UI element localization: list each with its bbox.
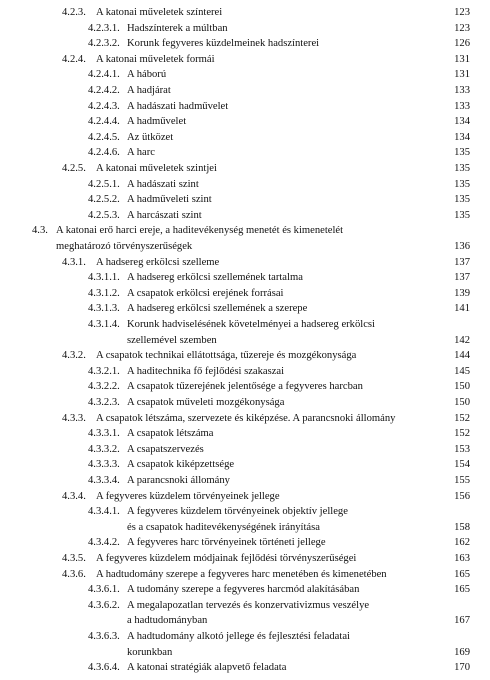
page-number: 137 — [454, 256, 470, 268]
section-title: A harc — [127, 147, 155, 159]
section-title: A tudomány szerepe a fegyveres harcmód alakításában — [127, 584, 360, 596]
section-number: 4.3.4.1. — [88, 506, 120, 518]
section-title: A fegyveres küzdelem módjainak fejlődési törvényszerűségei — [96, 553, 357, 564]
page-number: 153 — [454, 443, 470, 455]
section-title: A fegyveres harc törvényeinek történeti jellege — [127, 537, 326, 549]
toc-entry — [0, 270, 490, 286]
section-number: 4.3.6. — [62, 568, 86, 580]
page-number: 135 — [454, 147, 470, 159]
section-number: 4.2.5.1. — [88, 178, 120, 190]
section-title: A katonai műveletek szintjei — [96, 163, 217, 174]
section-title: A csapatok technikai ellátottsága, tűzereje és mozgékonysága — [96, 350, 357, 362]
toc-entry — [0, 286, 490, 302]
page-number: 150 — [454, 381, 470, 393]
toc-entry — [0, 348, 490, 364]
section-number: 4.3.1.4. — [88, 319, 120, 330]
section-number: 4.2.4. — [62, 53, 86, 65]
toc-entry — [0, 192, 490, 208]
page-number: 154 — [454, 459, 470, 471]
section-title: A csapatok tűzerejének jelentősége a fegyveres harcban — [127, 381, 363, 393]
toc-entry — [0, 535, 490, 551]
page-number: 134 — [454, 116, 470, 128]
section-number: 4.2.4.1. — [88, 69, 120, 81]
section-number: 4.3.2. — [62, 350, 86, 362]
toc-entry — [0, 504, 490, 535]
section-number: 4.3.2.3. — [88, 397, 120, 408]
page-number: 123 — [454, 7, 470, 18]
page-number: 165 — [454, 568, 470, 580]
section-number: 4.2.4.4. — [88, 116, 120, 128]
toc-entry — [0, 52, 490, 68]
section-number: 4.2.4.2. — [88, 85, 120, 96]
page-number: 144 — [454, 350, 470, 362]
section-title: A csapatok létszáma — [127, 428, 214, 440]
toc-entry — [0, 551, 490, 567]
section-title: Az ütközet — [127, 131, 174, 143]
section-title: A hadsereg erkölcsi szellemének a szerepe — [127, 303, 308, 315]
section-number: 4.2.4.3. — [88, 100, 120, 112]
toc-entry — [0, 379, 490, 395]
toc-entry — [0, 99, 490, 115]
section-number: 4.3.1.3. — [88, 303, 120, 315]
toc-entry — [0, 83, 490, 99]
section-number: 4.2.4.5. — [88, 131, 120, 143]
toc-entry — [0, 21, 490, 37]
page-number: 152 — [454, 428, 470, 440]
section-title: A fegyveres küzdelem törvényeinek jellege — [96, 490, 280, 502]
page-number: 142 — [454, 334, 470, 346]
page-number: 126 — [454, 38, 470, 50]
page-number: 145 — [454, 365, 470, 377]
toc-entry — [0, 660, 490, 676]
page-number: 165 — [454, 584, 470, 596]
toc-entry — [0, 145, 490, 161]
section-title: A csapatok erkölcsi erejének forrásai — [127, 287, 284, 299]
page-number: 133 — [454, 85, 470, 96]
toc-entry — [0, 67, 490, 83]
section-title: A katonai műveletek színterei — [96, 7, 223, 18]
toc-entry — [0, 629, 490, 660]
page-number: 156 — [454, 490, 470, 502]
toc-entry — [0, 114, 490, 130]
section-number: 4.3.3.4. — [88, 475, 120, 486]
page-number: 135 — [454, 178, 470, 190]
page-number: 150 — [454, 397, 470, 408]
section-number: 4.3.2.1. — [88, 365, 120, 377]
toc-entry — [0, 473, 490, 489]
section-number: 4.2.4.6. — [88, 147, 120, 159]
section-number: 4.3.2.2. — [88, 381, 120, 393]
section-title: A megalapozatlan tervezés és konzervativizmus veszélye — [127, 599, 370, 611]
section-title: A hadművelet — [127, 116, 187, 128]
page-number: 134 — [454, 131, 470, 143]
toc-entry — [0, 598, 490, 629]
page-number: 136 — [454, 240, 470, 252]
section-title: A hadjárat — [127, 85, 171, 96]
toc-entry — [0, 177, 490, 193]
toc-entry — [0, 317, 490, 348]
section-title: A csapatok létszáma, szervezete és kiképzése. A parancsnoki állomány — [96, 412, 396, 424]
section-number: 4.3.4.2. — [88, 537, 120, 549]
page-number: 135 — [454, 209, 470, 221]
toc-entry — [0, 223, 490, 254]
page-number: 123 — [454, 22, 470, 34]
section-number: 4.2.3.2. — [88, 38, 120, 50]
section-number: 4.2.3. — [62, 7, 86, 18]
section-title: Hadszínterek a múltban — [127, 22, 228, 34]
toc-entry — [0, 395, 490, 411]
toc-entry — [0, 208, 490, 224]
section-number: 4.3.6.1. — [88, 584, 120, 596]
page-number: 131 — [454, 69, 470, 81]
page-number: 135 — [454, 194, 470, 206]
toc-entry — [0, 130, 490, 146]
page-number: 169 — [454, 646, 470, 658]
section-title: A háború — [127, 69, 167, 81]
toc-entry — [0, 426, 490, 442]
section-title: A katonai erő harci ereje, a haditevékenység menetét és kimenetelét — [56, 225, 344, 237]
section-title: A hadtudomány alkotó jellege és fejlesztési feladatai — [127, 631, 350, 642]
section-title-continuation: a hadtudományban — [127, 615, 208, 627]
page-number: 152 — [454, 412, 470, 424]
section-number: 4.3.3. — [62, 412, 86, 424]
page-number: 139 — [454, 287, 470, 299]
page-number: 137 — [454, 272, 470, 284]
section-number: 4.3.3.1. — [88, 428, 120, 440]
toc-entry — [0, 301, 490, 317]
section-number: 4.3.1. — [62, 256, 86, 268]
section-title: A haditechnika fő fejlődési szakaszai — [127, 365, 285, 377]
section-number: 4.3. — [32, 225, 48, 237]
section-title: A hadászati szint — [127, 178, 199, 190]
section-number: 4.2.5.2. — [88, 194, 120, 206]
toc-entry — [0, 489, 490, 505]
section-title: A hadsereg erkölcsi szellemének tartalma — [127, 272, 303, 284]
page-number: 133 — [454, 100, 470, 112]
toc-entry — [0, 567, 490, 583]
toc-entry — [0, 255, 490, 271]
section-number: 4.3.4. — [62, 490, 86, 502]
toc-entry — [0, 582, 490, 598]
page-number: 155 — [454, 475, 470, 486]
section-number: 4.3.6.4. — [88, 662, 120, 674]
section-title: Korunk fegyveres küzdelmeinek hadszínterei — [127, 38, 320, 50]
page-number: 135 — [454, 163, 470, 174]
section-number: 4.3.6.3. — [88, 631, 120, 642]
section-title: A hadtudomány szerepe a fegyveres harc menetében és kimenetében — [96, 568, 387, 580]
section-title: A katonai stratégiák alapvető feladata — [127, 662, 287, 674]
toc-entry — [0, 161, 490, 177]
section-title: A hadászati hadművelet — [127, 100, 229, 112]
page-number: 163 — [454, 553, 470, 564]
section-number: 4.3.1.1. — [88, 272, 120, 284]
section-number: 4.3.3.2. — [88, 443, 120, 455]
section-title-continuation: meghatározó törvényszerűségek — [56, 240, 193, 252]
toc-entry — [0, 364, 490, 380]
section-title: A csapatok műveleti mozgékonysága — [127, 397, 285, 408]
page-number: 162 — [454, 537, 470, 549]
toc-entry — [0, 457, 490, 473]
section-title-continuation: korunkban — [127, 646, 173, 658]
section-title: A csapatok kiképzettsége — [127, 459, 235, 471]
section-title: A fegyveres küzdelem törvényeinek objektív jellege — [127, 506, 348, 518]
section-number: 4.3.5. — [62, 553, 86, 564]
page-number: 131 — [454, 53, 470, 65]
section-number: 4.2.3.1. — [88, 22, 120, 34]
section-title: A parancsnoki állomány — [127, 475, 230, 486]
toc-entry — [0, 36, 490, 52]
section-title: A hadműveleti szint — [127, 194, 212, 206]
page-number: 167 — [454, 615, 470, 627]
section-title: Korunk hadviselésének követelményei a hadsereg erkölcsi — [127, 319, 375, 330]
section-number: 4.3.3.3. — [88, 459, 120, 471]
page-number: 170 — [454, 662, 470, 674]
section-number: 4.3.6.2. — [88, 599, 120, 611]
page-number: 141 — [454, 303, 470, 315]
section-number: 4.2.5.3. — [88, 209, 120, 221]
toc-entry — [0, 411, 490, 427]
section-title: A katonai műveletek formái — [96, 53, 215, 65]
section-number: 4.3.1.2. — [88, 287, 120, 299]
section-title-continuation: és a csapatok haditevékenységének irányítása — [127, 521, 320, 533]
section-title: A csapatszervezés — [127, 443, 204, 455]
toc-entry — [0, 5, 490, 21]
section-title: A hadsereg erkölcsi szelleme — [96, 256, 220, 268]
section-title: A harcászati szint — [127, 209, 202, 221]
section-title-continuation: szellemével szemben — [127, 334, 217, 346]
toc-entry — [0, 442, 490, 458]
section-number: 4.2.5. — [62, 163, 86, 174]
page-number: 158 — [454, 521, 470, 533]
